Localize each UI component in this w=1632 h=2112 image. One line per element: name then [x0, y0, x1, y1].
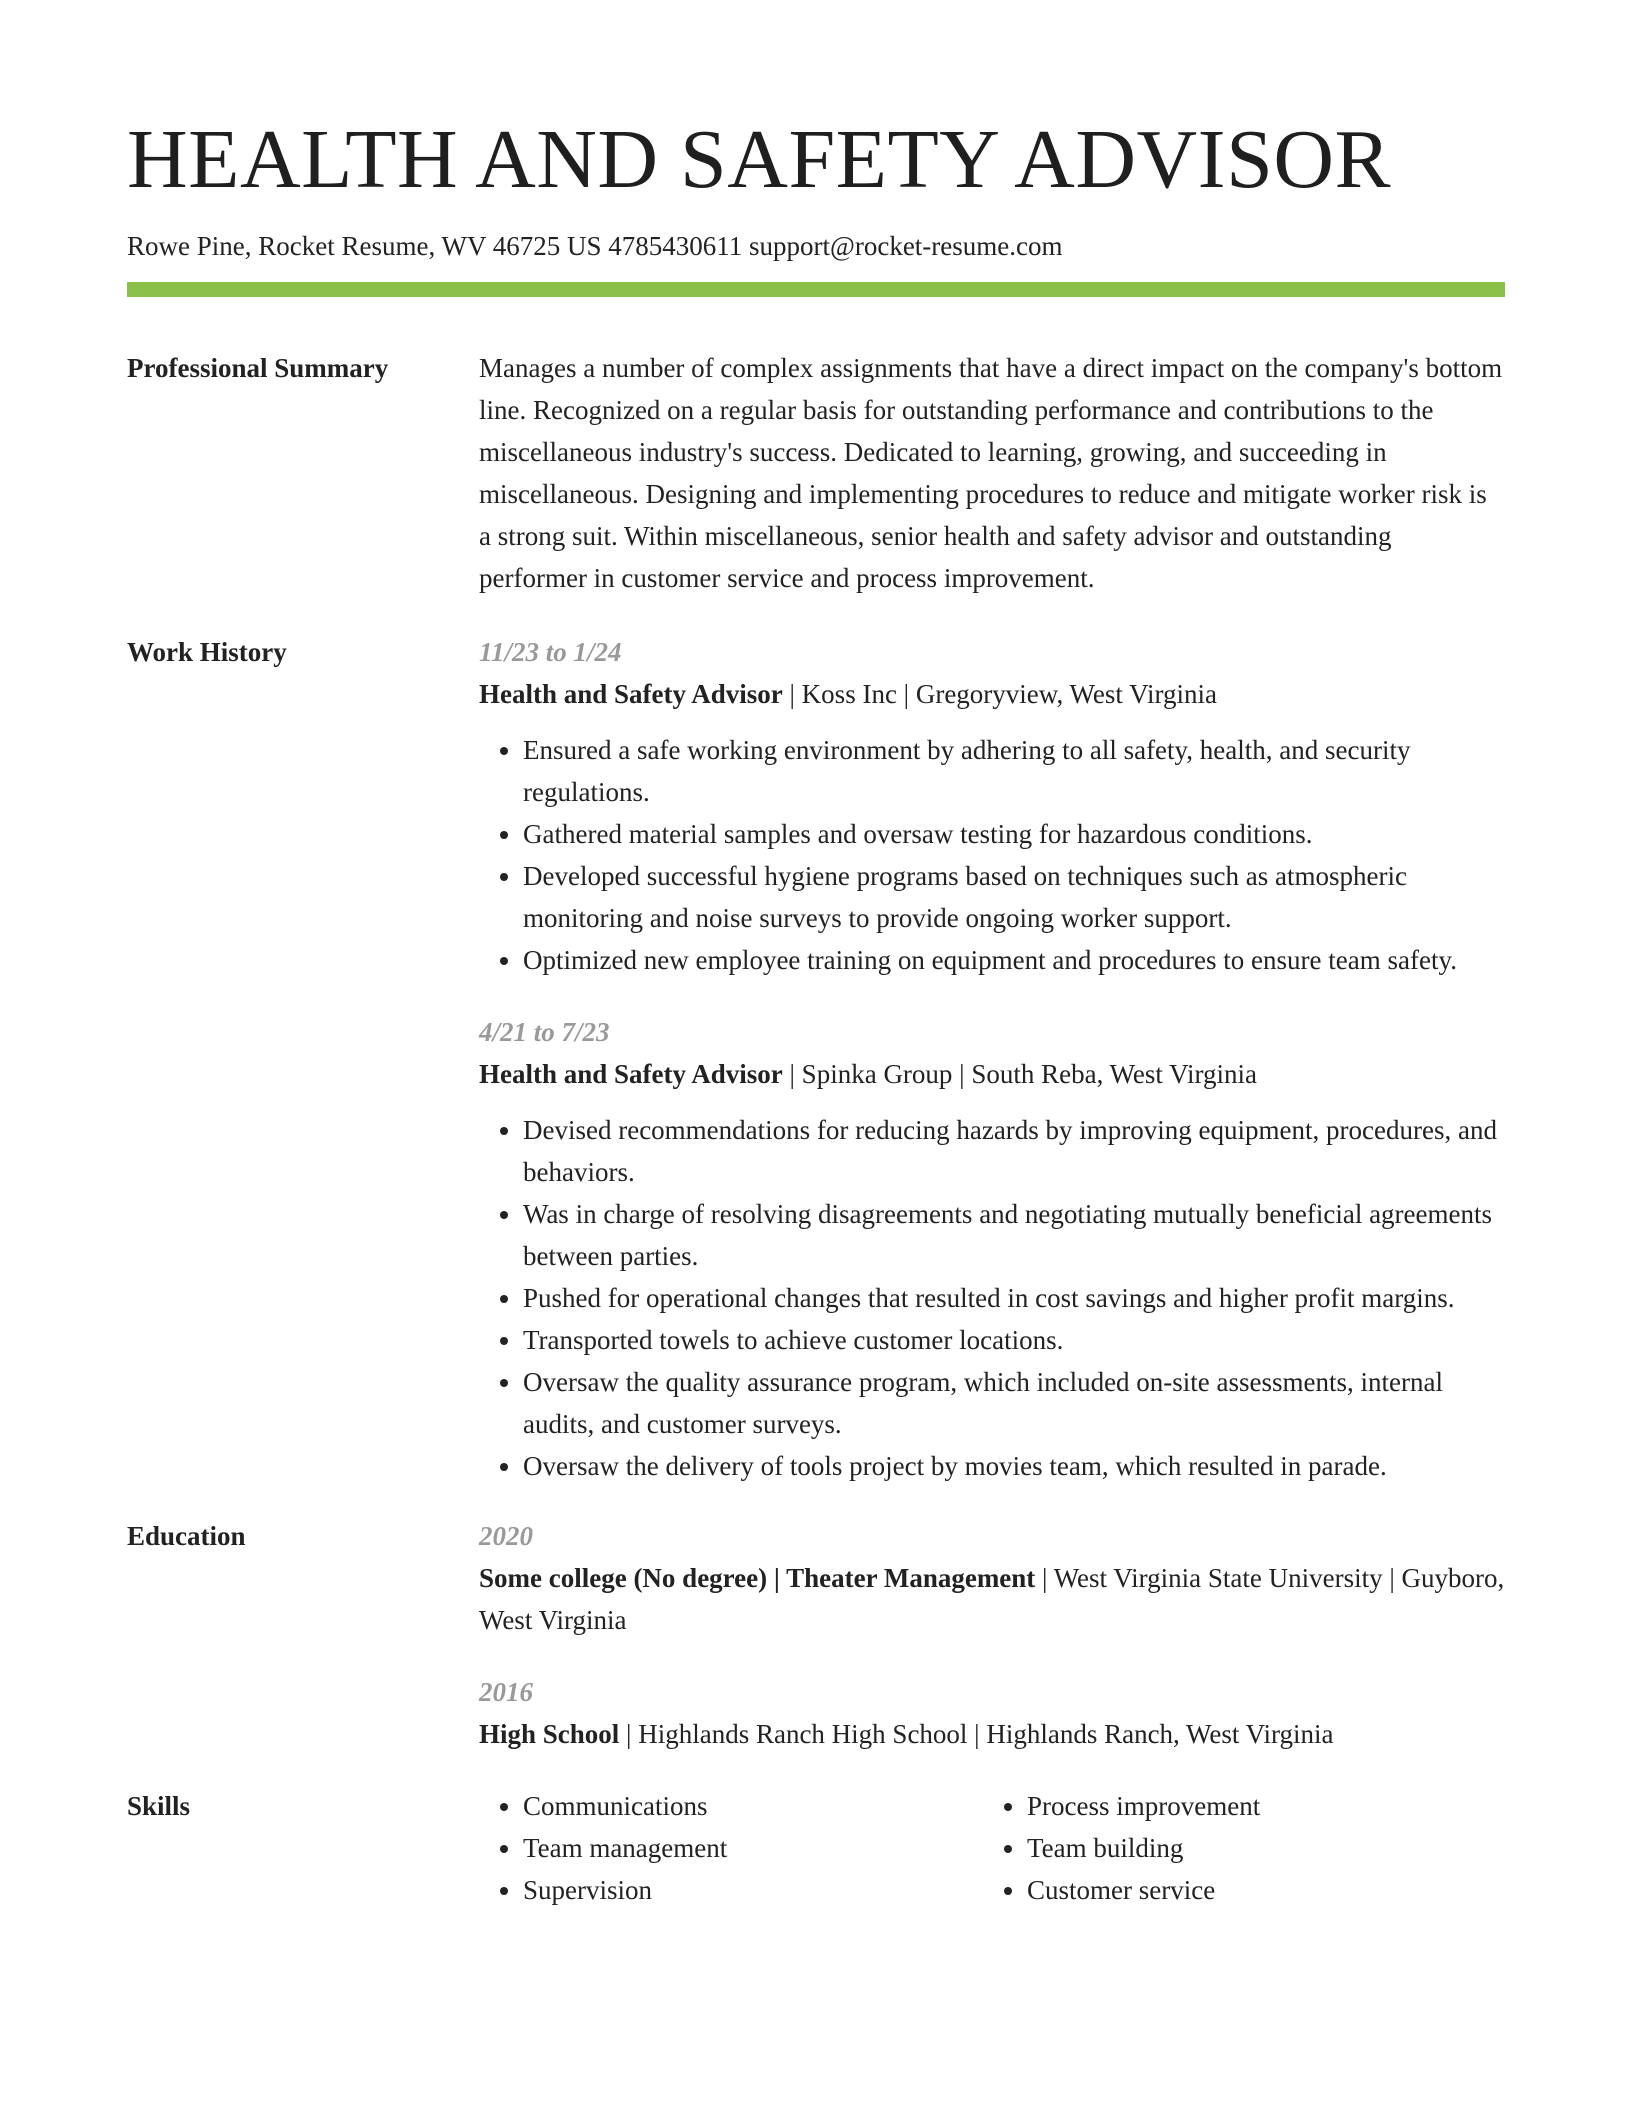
- resume-name: HEALTH AND SAFETY ADVISOR: [127, 113, 1392, 206]
- section-professional-summary: [127, 347, 1505, 599]
- skills-column-right: [983, 1785, 1487, 1911]
- list-item: • Was in charge of resolving disagreements and negotiating mutually beneficial agreements between parties.: [523, 1193, 1505, 1277]
- section-label: Professional Summary: [127, 353, 389, 384]
- job-details: | Koss Inc | Gregoryview, West Virginia: [782, 679, 1217, 710]
- job-dates: 4/21 to 7/23: [479, 1017, 610, 1048]
- header-divider: [127, 282, 1505, 297]
- skills-column-left: [479, 1785, 983, 1911]
- education-year: 2016: [479, 1677, 533, 1708]
- list-item: • Customer service: [1027, 1869, 1487, 1911]
- job-entry: [479, 1011, 1505, 1487]
- education-heading: [479, 1713, 1505, 1755]
- education-entry: [479, 1671, 1505, 1755]
- section-label: Work History: [127, 637, 287, 668]
- education-degree: High School: [479, 1719, 620, 1750]
- list-item: • Pushed for operational changes that resulted in cost savings and higher profit margins.: [523, 1277, 1505, 1319]
- section-label: Education: [127, 1521, 246, 1552]
- job-heading: [479, 673, 1505, 715]
- list-item: • Developed successful hygiene programs based on techniques such as atmospheric monitoring and noise surveys to provide ongoing worker support.: [523, 855, 1505, 939]
- job-dates: 11/23 to 1/24: [479, 637, 622, 668]
- skills-columns: [479, 1785, 1505, 1911]
- education-entry: [479, 1515, 1505, 1641]
- list-item: • Oversaw the delivery of tools project by movies team, which resulted in parade.: [523, 1445, 1505, 1487]
- education-details: | West Virginia State University | Guyboro, West Virginia: [479, 1563, 1505, 1636]
- job-details: | Spinka Group | South Reba, West Virginia: [782, 1059, 1258, 1090]
- job-bullets: [479, 1109, 1505, 1487]
- job-title: Health and Safety Advisor: [479, 679, 783, 710]
- education-details: | Highlands Ranch High School | Highlands Ranch, West Virginia: [619, 1719, 1334, 1750]
- list-item: • Process improvement: [1027, 1785, 1487, 1827]
- section-education: [127, 1515, 1505, 1755]
- job-bullets: [479, 729, 1505, 981]
- education-degree: Some college (No degree) | Theater Management: [479, 1563, 1036, 1594]
- job-entry: [479, 631, 1505, 981]
- list-item: • Gathered material samples and oversaw testing for hazardous conditions.: [523, 813, 1505, 855]
- education-list: [479, 1515, 1505, 1755]
- list-item: • Communications: [523, 1785, 983, 1827]
- work-list: [479, 631, 1505, 1487]
- job-heading: [479, 1053, 1505, 1095]
- education-year: 2020: [479, 1521, 533, 1552]
- list-item: • Team building: [1027, 1827, 1487, 1869]
- job-title: Health and Safety Advisor: [479, 1059, 783, 1090]
- education-heading: [479, 1557, 1505, 1641]
- section-skills: [127, 1785, 1505, 1911]
- summary-text: Manages a number of complex assignments that have a direct impact on the company's bottom line. Recognized on a regular basis for outstanding performance and contributions to the miscellaneous industry's success. Dedicated to learning, growing, and succeeding in miscellaneous. Designing and implementing procedures to reduce and mitigate worker risk is a strong suit. Within miscellaneous, senior health and safety advisor and outstanding performer in customer service and process improvement.: [479, 353, 1503, 594]
- list-item: • Team management: [523, 1827, 983, 1869]
- section-label: Skills: [127, 1791, 191, 1822]
- list-item: • Ensured a safe working environment by adhering to all safety, health, and security regulations.: [523, 729, 1505, 813]
- list-item: • Supervision: [523, 1869, 983, 1911]
- list-item: • Oversaw the quality assurance program, which included on-site assessments, internal audits, and customer surveys.: [523, 1361, 1505, 1445]
- list-item: • Transported towels to achieve customer locations.: [523, 1319, 1505, 1361]
- list-item: • Devised recommendations for reducing hazards by improving equipment, procedures, and behaviors.: [523, 1109, 1505, 1193]
- section-work-history: [127, 631, 1505, 1487]
- contact-line: Rowe Pine, Rocket Resume, WV 46725 US 4785430611 support@rocket-resume.com: [127, 231, 1063, 261]
- list-item: • Optimized new employee training on equipment and procedures to ensure team safety.: [523, 939, 1505, 981]
